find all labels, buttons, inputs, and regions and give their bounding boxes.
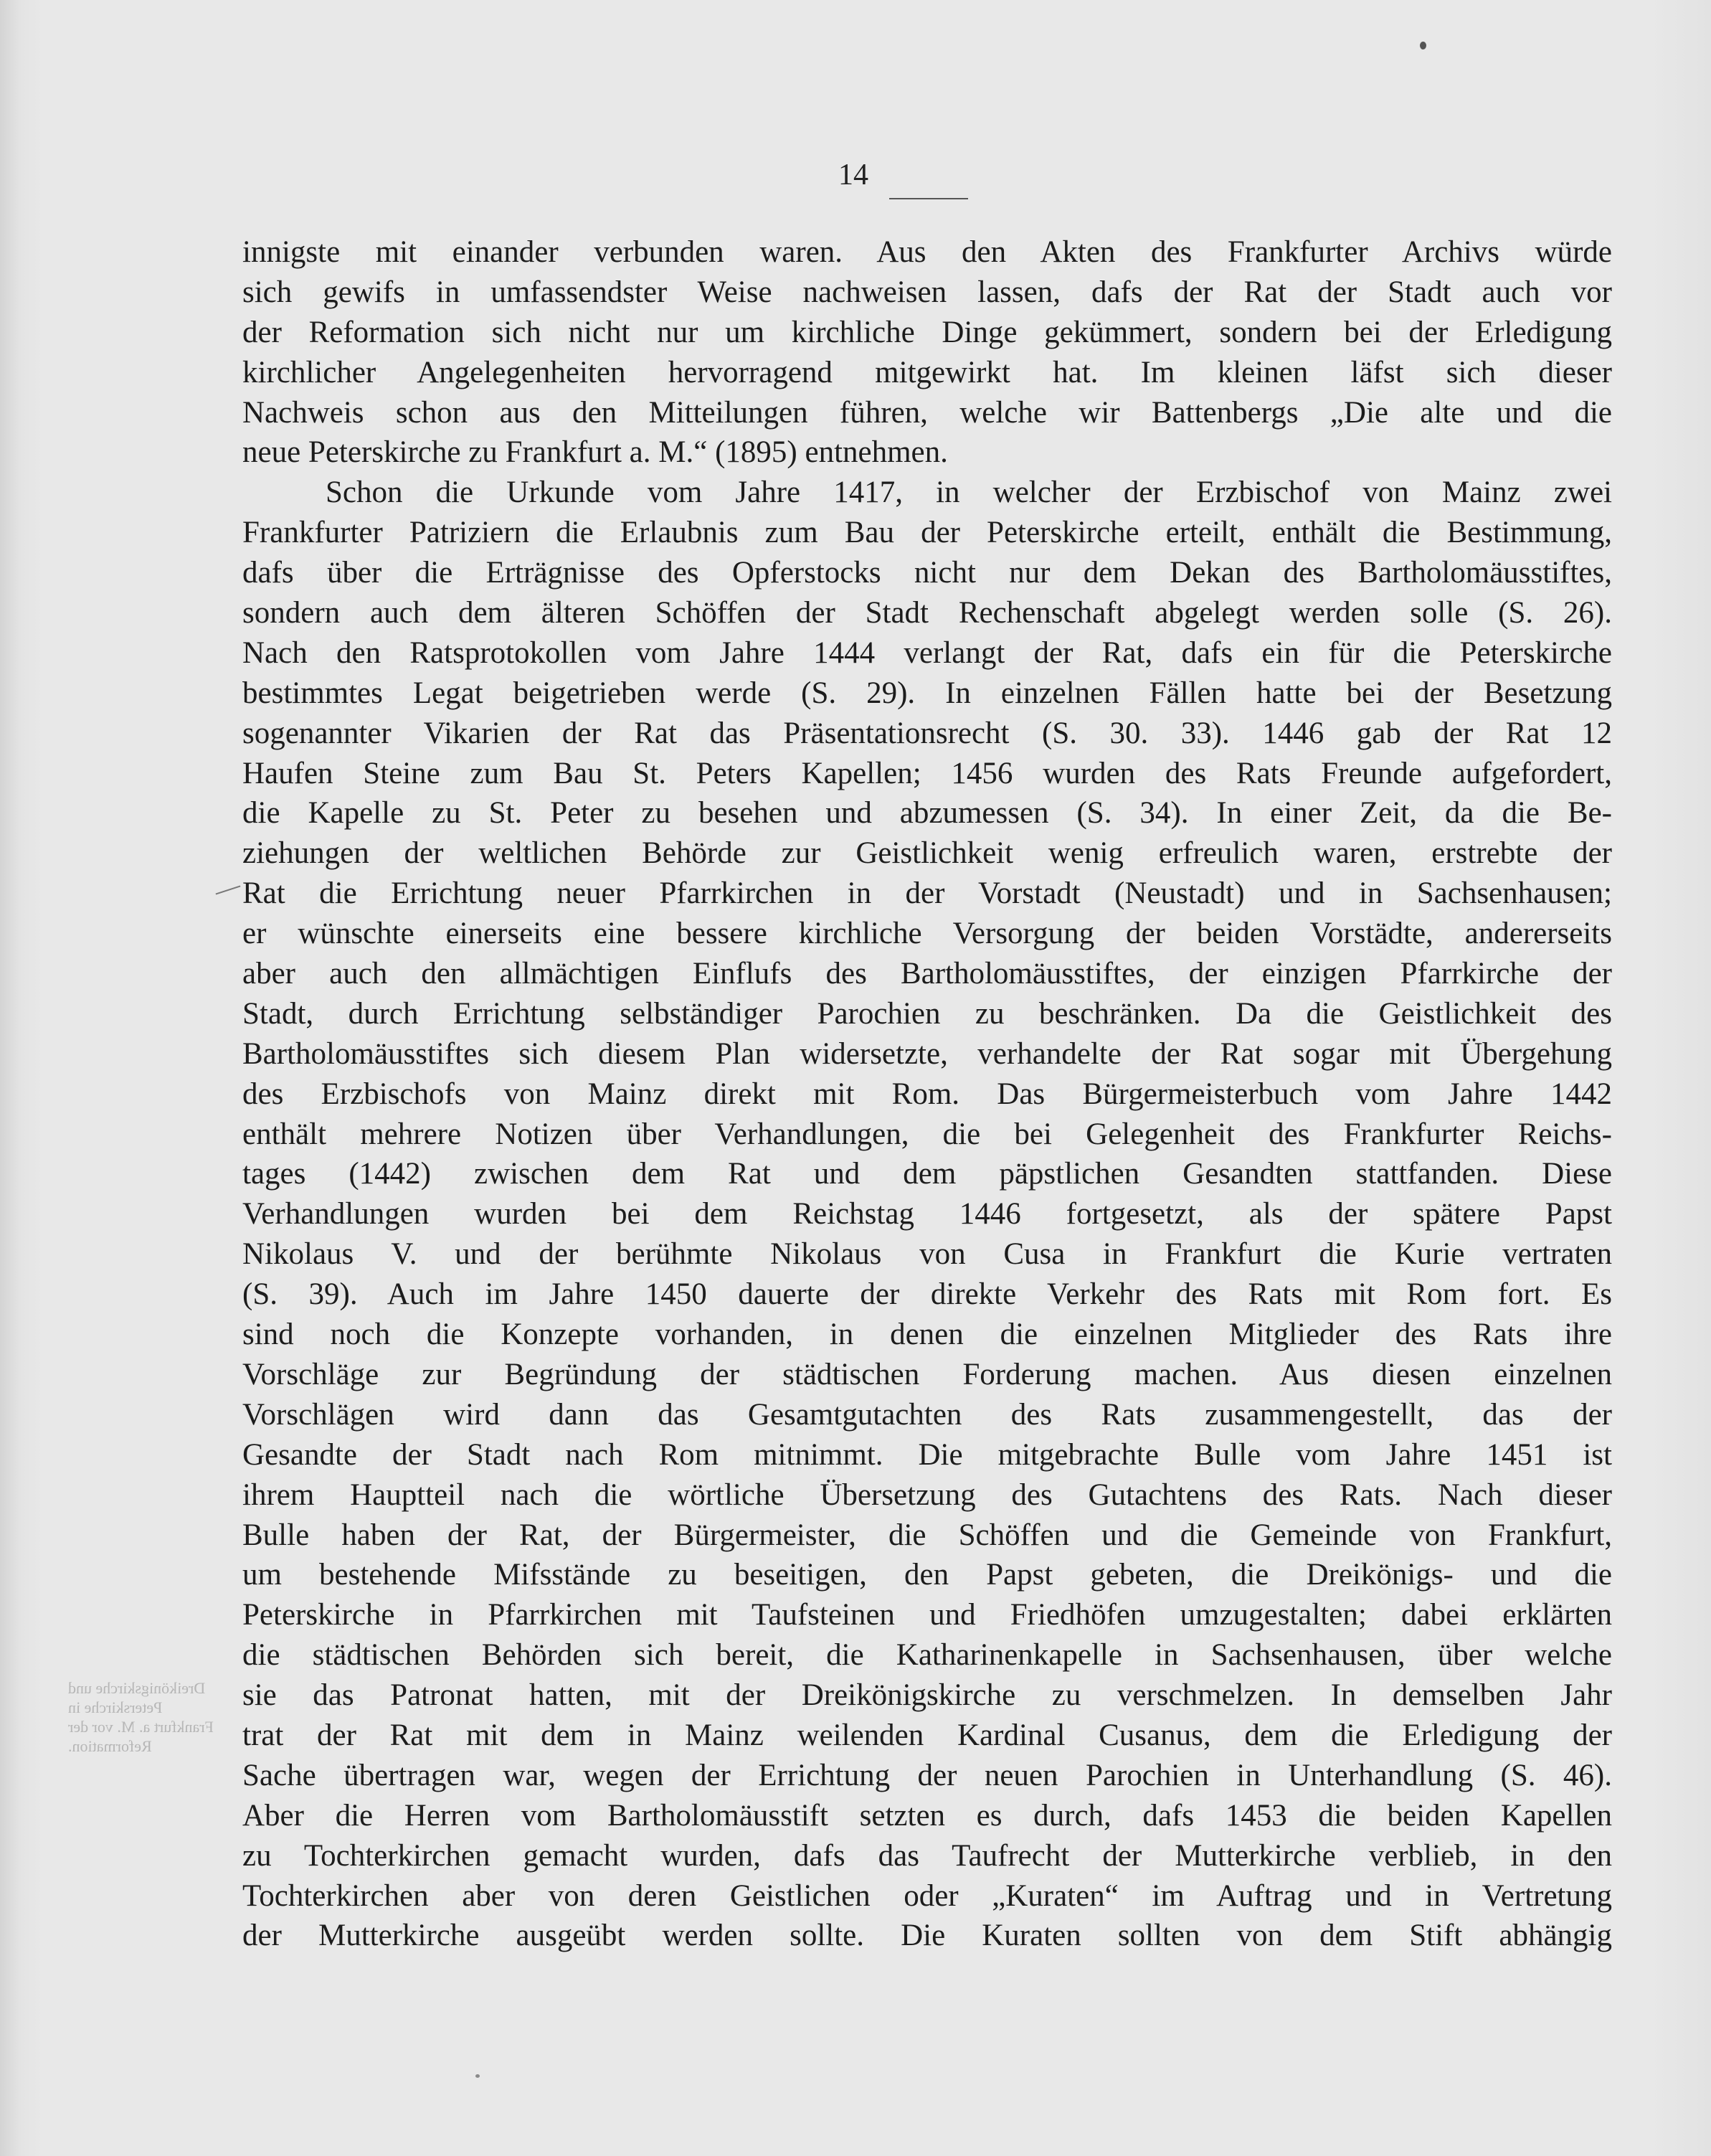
text-line: Bartholomäusstiftes sich diesem Plan widersetzte, verhandelte der Rat sogar mit Übergehung [242,1036,1612,1071]
margin-note-line: Peterskirche in [68,1698,163,1716]
text-line: (S. 39). Auch im Jahre 1450 dauerte der direkte Verkehr des Rats mit Rom fort. Es [242,1277,1612,1312]
text-line: die städtischen Behörden sich bereit, die Katharinenkapelle in Sachsenhausen, über welche [242,1638,1612,1673]
text-line: die Kapelle zu St. Peter zu besehen und abzumessen (S. 34). In einer Zeit, da die Be- [242,796,1612,831]
page-number: 14 [838,159,868,192]
text-line: neue Peterskirche zu Frankfurt a. M.“ (1895) entnehmen. [242,435,948,470]
text-line: sind noch die Konzepte vorhanden, in denen die einzelnen Mitglieder des Rats ihre [242,1318,1612,1352]
text-line: zu Tochterkirchen gemacht wurden, dafs das Taufrecht der Mutterkirche verblieb, in den [242,1838,1612,1873]
text-line: bestimmtes Legat beigetrieben werde (S. 29). In einzelnen Fällen hatte bei der Besetzung [242,676,1612,710]
ink-speck [475,2074,480,2078]
text-line: Verhandlungen wurden bei dem Reichstag 1446 fortgesetzt, als der spätere Papst [242,1197,1612,1231]
text-line: Sache übertragen war, wegen der Errichtung der neuen Parochien in Unterhandlung (S. 46). [242,1758,1612,1792]
text-line: um bestehende Mifsstände zu beseitigen, den Papst gebeten, die Dreikönigs- und die [242,1558,1612,1592]
text-line: innigste mit einander verbunden waren. Aus den Akten des Frankfurter Archivs würde [242,235,1612,269]
text-line: der Reformation sich nicht nur um kirchliche Dinge gekümmert, sondern bei der Erledigung [242,315,1612,349]
text-line: Frankfurter Patriziern die Erlaubnis zum Bau der Peterskirche erteilt, enthält die Bestimmung, [242,516,1612,550]
margin-note-line: Reformation. [68,1737,152,1755]
text-line: Rat die Errichtung neuer Pfarrkirchen in der Vorstadt (Neustadt) und in Sachsenhausen; [242,876,1612,911]
text-line: sogenannter Vikarien der Rat das Präsentationsrecht (S. 30. 33). 1446 gab der Rat 12 [242,716,1612,750]
text-line: Stadt, durch Errichtung selbständiger Parochien zu beschränken. Da die Geistlichkeit des [242,996,1612,1031]
text-line: er wünschte einerseits eine bessere kirchliche Versorgung der beiden Vorstädte, andererseits [242,917,1612,951]
text-line: sich gewifs in umfassendster Weise nachweisen lassen, dafs der Rat der Stadt auch vor [242,275,1612,309]
text-line: trat der Rat mit dem in Mainz weilenden Kardinal Cusanus, dem die Erledigung der [242,1718,1612,1752]
text-line: sie das Patronat hatten, mit der Dreikönigskirche zu verschmelzen. In demselben Jahr [242,1678,1612,1713]
text-line: enthält mehrere Notizen über Verhandlungen, die bei Gelegenheit des Frankfurter Reichs- [242,1117,1612,1151]
pen-mark [216,885,241,894]
text-line: kirchlicher Angelegenheiten hervorragend mitgewirkt hat. Im kleinen läfst sich dieser [242,355,1612,389]
text-line: dafs über die Erträgnisse des Opferstocks nicht nur dem Dekan des Bartholomäusstiftes, [242,556,1612,590]
text-line: aber auch den allmächtigen Einflufs des Bartholomäusstiftes, der einzigen Pfarrkirche der [242,957,1612,991]
text-line: Schon die Urkunde vom Jahre 1417, in welcher der Erzbischof von Mainz zwei [326,476,1612,510]
text-line: Bulle haben der Rat, der Bürgermeister, die Schöffen und die Gemeinde von Frankfurt, [242,1518,1612,1552]
text-line: Nikolaus V. und der berühmte Nikolaus von Cusa in Frankfurt die Kurie vertraten [242,1237,1612,1272]
text-line: Vorschlägen wird dann das Gesamtgutachten des Rats zusammengestellt, das der [242,1397,1612,1432]
text-line: Aber die Herren vom Bartholomäusstift setzten es durch, dafs 1453 die beiden Kapellen [242,1798,1612,1833]
body-text [242,232,1612,1956]
text-line: ihrem Hauptteil nach die wörtliche Übersetzung des Gutachtens des Rats. Nach dieser [242,1477,1612,1512]
text-line: Gesandte der Stadt nach Rom mitnimmt. Die mitgebrachte Bulle vom Jahre 1451 ist [242,1437,1612,1472]
text-line: des Erzbischofs von Mainz direkt mit Rom. Das Bürgermeisterbuch vom Jahre 1442 [242,1077,1612,1111]
text-line: Haufen Steine zum Bau St. Peters Kapellen; 1456 wurden des Rats Freunde aufgefordert, [242,756,1612,790]
text-line: Vorschläge zur Begründung der städtischen Forderung machen. Aus diesen einzelnen [242,1357,1612,1391]
ink-speck [1420,42,1426,49]
text-line: der Mutterkirche ausgeübt werden sollte. Die Kuraten sollten von dem Stift abhängig [242,1919,1612,1953]
text-line: Nachweis schon aus den Mitteilungen führen, welche wir Battenbergs „Die alte und die [242,395,1612,430]
margin-note-line: Dreikönigskirche und [68,1679,206,1697]
margin-note-line: Frankfurt a. M. vor der [68,1718,214,1736]
text-line: Nach den Ratsprotokollen vom Jahre 1444 verlangt der Rat, dafs ein für die Peterskirche [242,635,1612,670]
text-line: tages (1442) zwischen dem Rat und dem päpstlichen Gesandten stattfanden. Diese [242,1157,1612,1191]
text-line: ziehungen der weltlichen Behörde zur Geistlichkeit wenig erfreulich waren, erstrebte der [242,836,1612,871]
page-number-rule [889,198,968,199]
text-line: sondern auch dem älteren Schöffen der Stadt Rechenschaft abgelegt werden solle (S. 26). [242,596,1612,630]
text-line: Peterskirche in Pfarrkirchen mit Taufsteinen und Friedhöfen umzugestalten; dabei erklärten [242,1598,1612,1632]
text-line: Tochterkirchen aber von deren Geistlichen oder „Kuraten“ im Auftrag und in Vertretung [242,1878,1612,1913]
margin-note-show-through [68,1678,237,1756]
